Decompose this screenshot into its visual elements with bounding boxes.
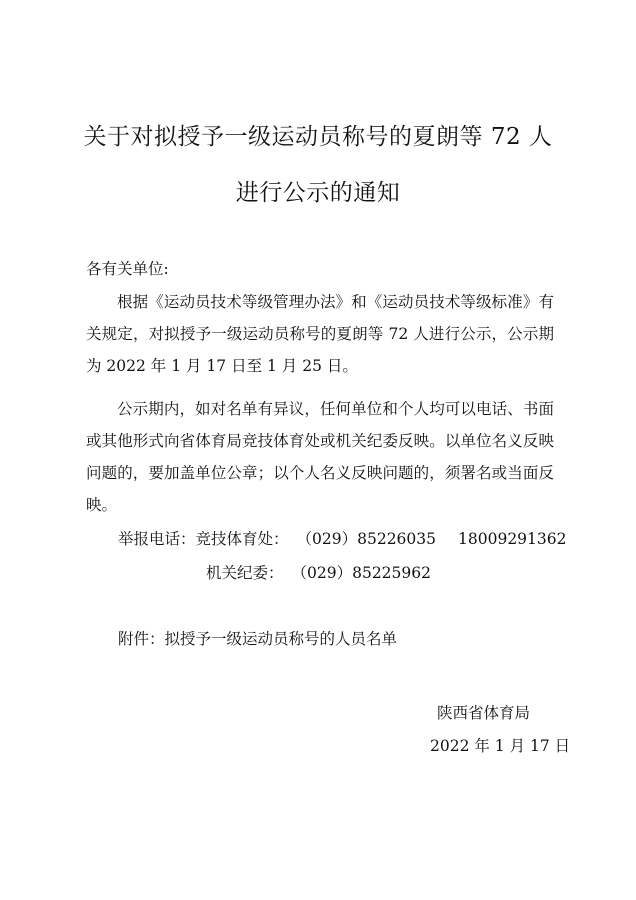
- report-phone-row-2: [206, 561, 431, 583]
- signature-organization: 陕西省体育局: [437, 704, 531, 722]
- notice-title-line2: 进行公示的通知: [235, 180, 401, 206]
- dept1-name: 竞技体育处：: [195, 530, 289, 548]
- dept1-phone-mobile: 18009291362: [458, 530, 567, 548]
- paragraph-regulation: 根据《运动员技术等级管理办法》和《运动员技术等级标准》有关规定，对拟授予一级运动员称号的夏朗等 72 人进行公示，公示期为 2022 年 1 月 17 日至 1 月 25 日。: [86, 293, 554, 375]
- dept2-phone: （029）85225962: [291, 564, 431, 582]
- attachment-note: 附件：拟授予一级运动员称号的人员名单: [118, 630, 398, 648]
- report-phone-label: 举报电话：: [118, 530, 196, 548]
- signature-date: 2022 年 1 月 17 日: [430, 737, 571, 755]
- report-phone-row-1: [118, 527, 567, 549]
- paragraph-objection: 公示期内，如对名单有异议，任何单位和个人均可以电话、书面或其他形式向省体育局竞技体育处或机关纪委反映。以单位名义反映问题的，要加盖单位公章；以个人名义反映问题的，须署名或当面反映。: [86, 400, 554, 514]
- dept2-name: 机关纪委：: [206, 564, 284, 582]
- dept1-phone-landline: （029）85226035: [296, 530, 437, 548]
- notice-title-line1: 关于对拟授予一级运动员称号的夏朗等 72 人: [83, 124, 553, 150]
- salutation: 各有关单位:: [86, 260, 169, 278]
